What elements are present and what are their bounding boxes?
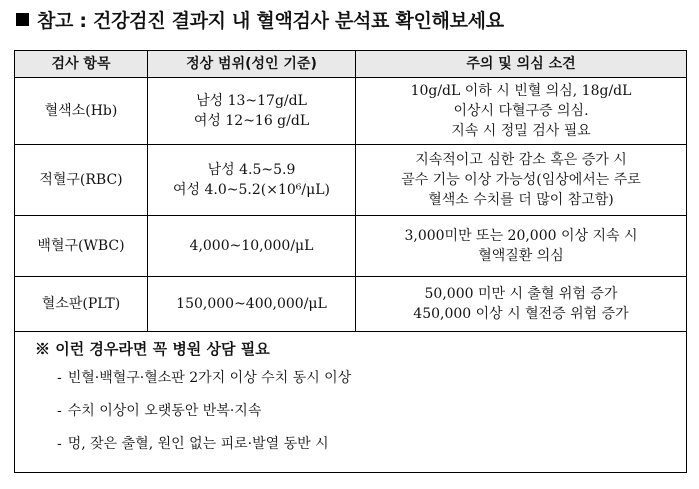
notice-item-text: 수치 이상이 오랫동안 반복·지속 — [67, 403, 262, 419]
caution-line: 50,000 미만 시 출혈 위험 증가 — [424, 286, 618, 302]
header-test-item: 검사 항목 — [15, 51, 148, 78]
test-item-cell: 적혈구(RBC) — [15, 145, 148, 216]
range-line: 150,000~400,000/μL — [176, 296, 327, 312]
test-item-cell: 백혈구(WBC) — [15, 216, 148, 277]
table-row — [15, 277, 687, 332]
caution-line: 혈액질환 의심 — [478, 248, 564, 264]
caution-line: 지속 시 정밀 검사 필요 — [451, 123, 591, 139]
caution-line: 10g/dL 이하 시 빈혈 의심, 18g/dL — [410, 83, 632, 99]
notice-item — [57, 368, 674, 388]
notice-item-text: 빈혈·백혈구·혈소판 2가지 이상 수치 동시 이상 — [67, 370, 352, 386]
caution-line: 3,000미만 또는 20,000 이상 지속 시 — [404, 228, 638, 244]
notice-item — [57, 434, 674, 454]
caution-cell — [356, 145, 687, 216]
dash-bullet: - — [57, 370, 62, 386]
caution-line: 지속적이고 심한 감소 혹은 증가 시 — [415, 152, 627, 168]
caution-cell — [356, 78, 687, 145]
normal-range-cell — [148, 277, 356, 332]
notice-row — [15, 332, 687, 473]
header-caution: 주의 및 의심 소견 — [356, 51, 687, 78]
black-square-icon — [16, 13, 29, 26]
range-line: 남성 4.5~5.9 — [207, 162, 296, 178]
normal-range-cell — [148, 145, 356, 216]
notice-box — [15, 332, 687, 473]
test-item-cell: 혈색소(Hb) — [15, 78, 148, 145]
caution-line: 450,000 이상 시 혈전증 위험 증가 — [413, 306, 629, 322]
notice-item-text: 멍, 잦은 출혈, 원인 없는 피로·발열 동반 시 — [67, 436, 329, 452]
range-line: 여성 4.0~5.2(×10⁶/μL) — [173, 182, 330, 198]
caution-line: 혈색소 수치를 더 많이 참고함) — [428, 192, 614, 208]
table-row — [15, 216, 687, 277]
header-normal-range: 정상 범위(성인 기준) — [148, 51, 356, 78]
normal-range-cell — [148, 78, 356, 145]
dash-bullet: - — [57, 403, 62, 419]
test-item-cell: 혈소판(PLT) — [15, 277, 148, 332]
document-title-text: 참고 : 건강검진 결과지 내 혈액검사 분석표 확인해보세요 — [37, 10, 504, 32]
range-line: 여성 12~16 g/dL — [193, 113, 310, 129]
table-row — [15, 145, 687, 216]
caution-cell — [356, 277, 687, 332]
document-title — [16, 6, 504, 33]
notice-item — [57, 401, 674, 421]
table-row — [15, 78, 687, 145]
range-line: 4,000~10,000/μL — [189, 238, 314, 254]
normal-range-cell — [148, 216, 356, 277]
dash-bullet: - — [57, 436, 62, 452]
table-header-row — [15, 51, 687, 78]
caution-line: 골수 기능 이상 가능성(임상에서는 주로 — [401, 172, 641, 188]
caution-cell — [356, 216, 687, 277]
notice-title: ※ 이런 경우라면 꼭 병원 상담 필요 — [35, 340, 270, 358]
blood-test-table — [14, 50, 687, 473]
caution-line: 이상시 다혈구증 의심. — [453, 103, 589, 119]
range-line: 남성 13~17g/dL — [196, 93, 307, 109]
